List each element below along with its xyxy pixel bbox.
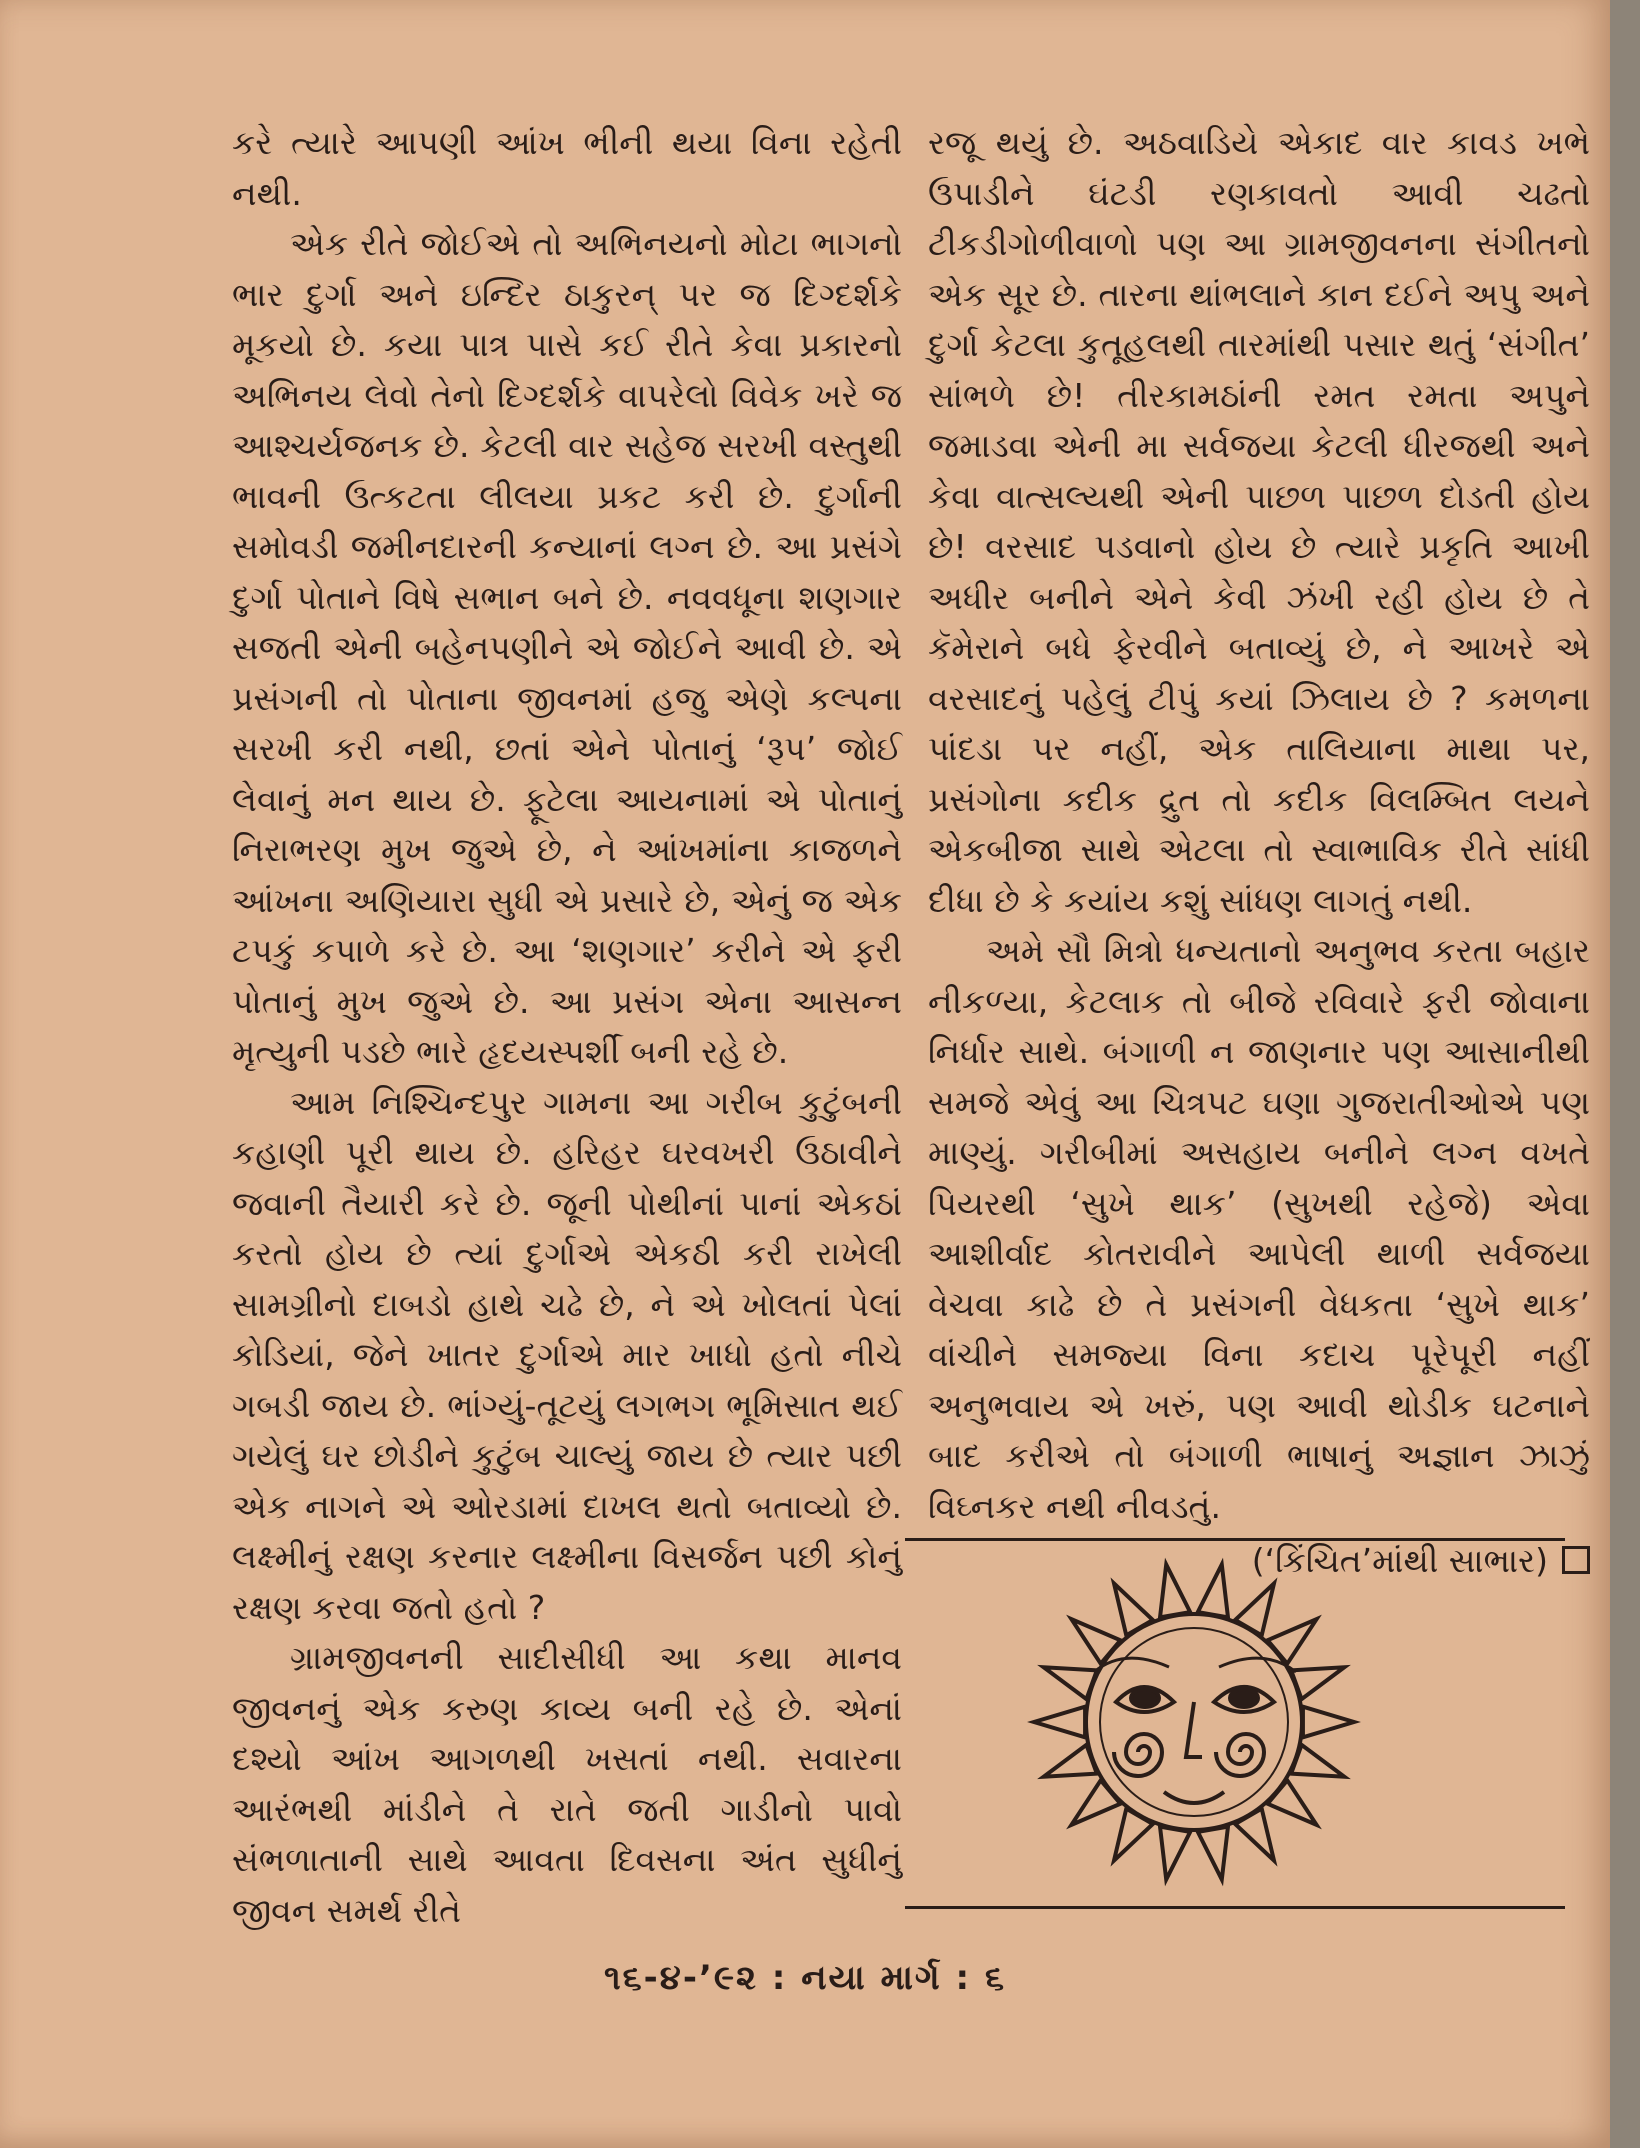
credit-text: (‘કિંચિત’માંથી સાભાર)	[1251, 1541, 1548, 1580]
end-mark-icon	[1562, 1546, 1590, 1574]
sun-ray	[1198, 1564, 1228, 1617]
paragraph: અમે સૌ મિત્રો ધન્યતાનો અનુભવ કરતા બહાર નીકળ્યા, કેટલાક તો બીજે રવિવારે ફરી જોવાના નિર્ધાર સાથે. બંગાળી ન જાણનાર પણ આસાનીથી સમજે એવું આ ચિત્રપટ ઘણા ગુજરાતીઓએ પણ માણ્યું. ગરીબીમાં અસહાય બનીને લગ્ન વખતે પિયરથી ‘સુખે થાક’ (સુખથી રહેજે) એવા આશીર્વાદ કોતરાવીને આપેલી થાળી સર્વજયા વેચવા કાઢે છે તે પ્રસંગની વેધકતા ‘સુખે થાક’ વાંચીને સમજ્યા વિના કદાચ પૂરેપૂરી નહીં અનુભવાય એ ખરું, પણ આવી થોડીક ઘટનાને બાદ કરીએ તો બંગાળી ભાષાનું અજ્ઞાન ઝાઝું વિઘ્નકર નથી નીવડતું.	[928, 931, 1590, 1526]
sun-ray	[1160, 1564, 1190, 1617]
sun-ray	[1114, 1583, 1153, 1635]
sun-ray	[1071, 1780, 1120, 1825]
sun-ray	[1044, 1745, 1097, 1777]
left-column	[232, 118, 902, 1936]
sun-ray	[1235, 1809, 1274, 1861]
sun-ray	[1160, 1827, 1190, 1880]
sun-ray	[1303, 1707, 1354, 1738]
sun-ray	[1235, 1583, 1274, 1635]
sun-ray	[1268, 1619, 1317, 1664]
divider-bottom	[905, 1906, 1565, 1909]
sun-ray	[1291, 1667, 1344, 1699]
divider-top	[905, 1538, 1565, 1541]
paragraph: કરે ત્યારે આપણી આંખ ભીની થયા વિના રહેતી નથી.	[232, 123, 902, 213]
sun-ray	[1198, 1827, 1228, 1880]
sun-ray	[1114, 1809, 1153, 1861]
paragraph: આમ નિશ્ચિન્દપુર ગામના આ ગરીબ કુટુંબની કહાણી પૂરી થાય છે. હરિહર ઘરવખરી ઉઠાવીને જવાની તૈયારી કરે છે. જૂની પોથીનાં પાનાં એકઠાં કરતો હોય છે ત્યાં દુર્ગાએ એકઠી કરી રાખેલી સામગ્રીનો દાબડો હાથે ચઢે છે, ને એ ખોલતાં પેલાં કોડિયાં, જેને ખાતર દુર્ગાએ માર ખાધો હતો નીચે ગબડી જાય છે. ભાંગ્યું-તૂટયું લગભગ ભૂમિસાત થઈ ગયેલું ઘર છોડીને કુટુંબ ચાલ્યું જાય છે ત્યાર પછી એક નાગને એ ઓરડામાં દાખલ થતો બતાવ્યો છે. લક્ષ્મીનું રક્ષણ કરનાર લક્ષ્મીના વિસર્જન પછી કોનું રક્ષણ કરવા જતો હતો ?	[232, 1082, 902, 1627]
sun-ray	[1291, 1745, 1344, 1777]
sun-ray	[1071, 1619, 1120, 1664]
paragraph: એક રીતે જોઈએ તો અભિનયનો મોટા ભાગનો ભાર દુર્ગા અને ઇન્દિર ઠાકુરન્ પર જ દિગ્દર્શકે મૂકયો છે. કયા પાત્ર પાસે કઈ રીતે કેવા પ્રકારનો અભિનય લેવો તેનો દિગ્દર્શકે વાપરેલો વિવેક ખરે જ આશ્ચર્યજનક છે. કેટલી વાર સહેજ સરખી વસ્તુથી ભાવની ઉત્કટતા લીલયા પ્રકટ કરી છે. દુર્ગાની સમોવડી જમીનદારની કન્યાનાં લગ્ન છે. આ પ્રસંગે દુર્ગા પોતાને વિષે સભાન બને છે. નવવધૂના શણગાર સજતી એની બહેનપણીને એ જોઈને આવી છે. એ પ્રસંગની તો પોતાના જીવનમાં હજુ એણે કલ્પના સરખી કરી નથી, છતાં એને પોતાનું ‘રૂપ’ જોઈ લેવાનું મન થાય છે. ફૂટેલા આયનામાં એ પોતાનું નિરાભરણ મુખ જુએ છે, ને આંખમાંના કાજળને આંખના અણિયારા સુધી એ પ્રસારે છે, એનું જ એક ટપકું કપાળે કરે છે. આ ‘શણગાર’ કરીને એ ફરી પોતાનું મુખ જુએ છે. આ પ્રસંગ એના આસન્ન મૃત્યુની પડછે ભારે હૃદયસ્પર્શી બની રહે છે.	[232, 224, 902, 1071]
paragraph: ગ્રામજીવનની સાદીસીધી આ કથા માનવ જીવનનું એક કરુણ કાવ્ય બની રહે છે. એનાં દશ્યો આંખ આગળથી ખસતાં નથી. સવારના આરંભથી માંડીને તે રાતે જતી ગાડીનો પાવો સંભળાતાની સાથે આવતા દિવસના અંત સુધીનું જીવન સમર્થ રીતે	[232, 1638, 902, 1930]
sun-ray	[1034, 1707, 1085, 1738]
paragraph: રજૂ થયું છે. અઠવાડિયે એકાદ વાર કાવડ ખભે ઉપાડીને ઘંટડી રણકાવતો આવી ચઢતો ટીકડીગોળીવાળો પણ આ ગ્રામજીવનના સંગીતનો એક સૂર છે. તારના થાંભલાને કાન દઈને અપુ અને દુર્ગા કેટલા કુતૂહલથી તારમાંથી પસાર થતું ‘સંગીત’ સાંભળે છે! તીરકામઠાંની રમત રમતા અપુને જમાડવા એની મા સર્વજયા કેટલી ધીરજથી અને કેવા વાત્સલ્યથી એની પાછળ પાછળ દોડતી હોય છે! વરસાદ પડવાનો હોય છે ત્યારે પ્રકૃતિ આખી અધીર બનીને એને કેવી ઝંખી રહી હોય છે તે કૅમેરાને બધે ફેરવીને બતાવ્યું છે, ને આખરે એ વરસાદનું પહેલું ટીપું કયાં ઝિલાય છે ? કમળના પાંદડા પર નહીં, એક તાલિયાના માથા પર, પ્રસંગોના કદીક દ્રુત તો કદીક વિલમ્બિત લયને એકબીજા સાથે એટલા તો સ્વાભાવિક રીતે સાંધી દીધા છે કે કયાંય કશું સાંધણ લાગતું નથી.	[928, 123, 1590, 920]
page-footer: ૧૬-૪-’૯૨ : નયા માર્ગ : ૬	[603, 1958, 1007, 1998]
sun-face-icon	[1024, 1552, 1364, 1892]
sun-ray	[1044, 1667, 1097, 1699]
sun-ray	[1268, 1780, 1317, 1825]
scan-border	[1610, 0, 1640, 2148]
right-column	[928, 118, 1590, 1587]
